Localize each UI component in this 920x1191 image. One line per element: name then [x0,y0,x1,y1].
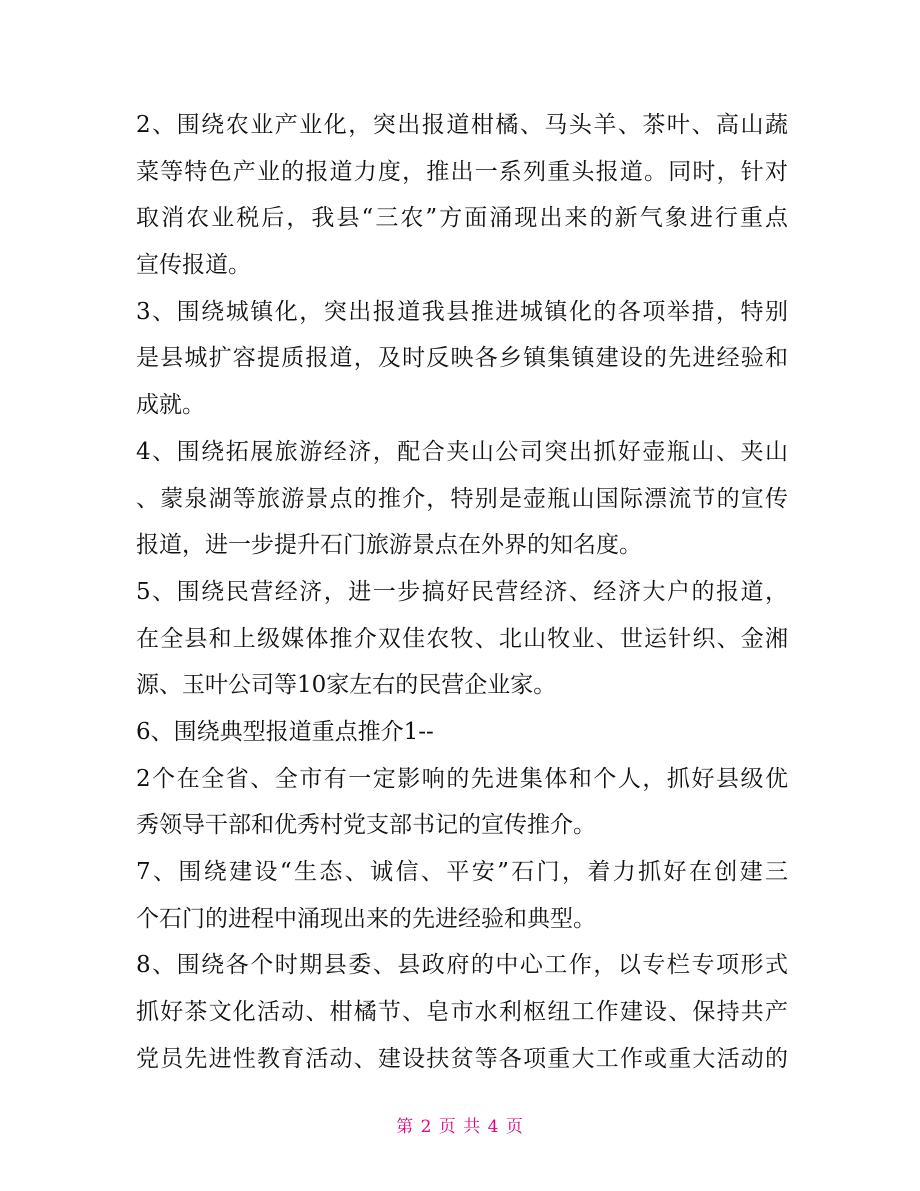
document-body [136,102,788,1082]
text-line: 5、围绕民营经济，进一步搞好民营经济、经济大户的报道， [136,578,788,605]
text-line: 菜等特色产业的报道力度，推出一系列重头报道。同时，针对 [136,158,788,185]
text-line: 抓好茶文化活动、柑橘节、皂市水利枢纽工作建设、保持共产 [136,999,788,1026]
text-line: 党员先进性教育活动、建设扶贫等各项重大工作或重大活动的 [136,1045,788,1072]
text-line: 取消农业税后，我县“三农”方面涌现出来的新气象进行重点 [136,205,788,232]
text-line: 2个在全省、全市有一定影响的先进集体和个人，抓好县级优 [136,765,788,792]
text-line: 8、围绕各个时期县委、县政府的中心工作，以专栏专项形式 [136,952,788,979]
text-line: 4、围绕拓展旅游经济，配合夹山公司突出抓好壶瓶山、夹山 [136,438,788,465]
text-line: 秀领导干部和优秀村党支部书记的宣传推介。 [136,812,596,839]
text-line: 宣传报道。 [136,252,251,279]
text-line: 成就。 [136,392,205,419]
text-line: 是县城扩容提质报道，及时反映各乡镇集镇建设的先进经验和 [136,345,788,372]
text-line: 、蒙泉湖等旅游景点的推介，特别是壶瓶山国际漂流节的宣传 [136,485,788,512]
text-line: 个石门的进程中涌现出来的先进经验和典型。 [136,905,596,932]
text-line: 在全县和上级媒体推介双佳农牧、北山牧业、世运针织、金湘 [136,625,788,652]
text-line: 2、围绕农业产业化，突出报道柑橘、马头羊、茶叶、高山蔬 [136,112,788,138]
page-footer: 第 2 页 共 4 页 [396,1117,524,1137]
text-line: 6、围绕典型报道重点推介1-- [136,718,434,745]
text-line: 7、围绕建设“生态、诚信、平安”石门，着力抓好在创建三 [136,859,788,885]
text-line: 报道，进一步提升石门旅游景点在外界的知名度。 [136,532,642,559]
text-line: 源、玉叶公司等10家左右的民营企业家。 [136,672,557,699]
text-line: 3、围绕城镇化，突出报道我县推进城镇化的各项举措，特别 [136,298,788,325]
